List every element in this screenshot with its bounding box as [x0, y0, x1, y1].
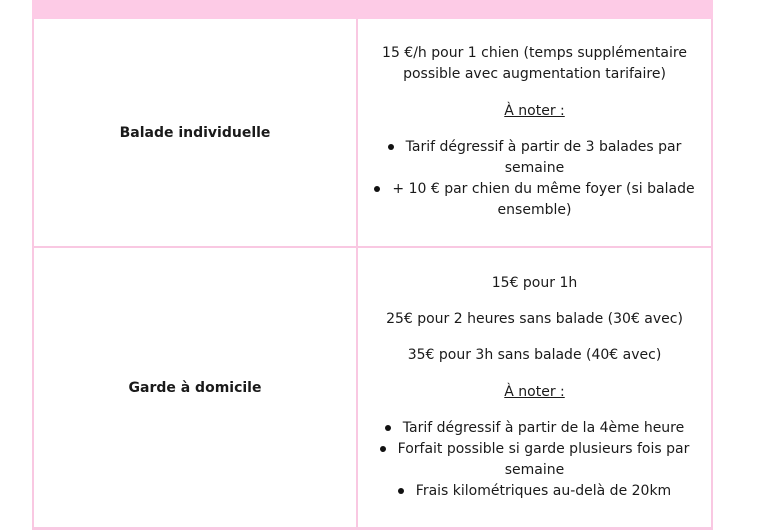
price-line: 35€ pour 3h sans balade (40€ avec): [407, 347, 662, 363]
details-cell: [358, 248, 711, 527]
table-row-balade: [32, 19, 713, 248]
service-cell: [34, 248, 356, 527]
note-list: [358, 137, 711, 221]
list-item: + 10 € par chien du même foyer (si balade: [358, 179, 711, 200]
list-item-cont: semaine: [504, 462, 565, 478]
table-row-garde: [32, 248, 713, 530]
list-item: Frais kilométriques au-delà de 20km: [358, 481, 711, 502]
service-cell: [34, 19, 356, 246]
list-item-cont: semaine: [504, 160, 565, 176]
bullet-icon: [385, 425, 391, 431]
list-item-cont: ensemble): [497, 202, 572, 218]
note-list: [358, 418, 711, 502]
details-cell: [358, 19, 711, 246]
price-line: possible avec augmentation tarifaire): [403, 66, 666, 82]
bullet-icon: [398, 488, 404, 494]
service-name: Balade individuelle: [119, 124, 271, 141]
list-item: Forfait possible si garde plusieurs fois par: [358, 439, 711, 460]
price-line: 25€ pour 2 heures sans balade (30€ avec): [386, 311, 683, 327]
bullet-icon: [380, 446, 386, 452]
service-name: Garde à domicile: [128, 379, 262, 396]
table-header-band: [32, 0, 713, 19]
price-line: 15€ pour 1h: [491, 275, 578, 291]
bullet-icon: [388, 144, 394, 150]
list-item: Tarif dégressif à partir de 3 balades par: [358, 137, 711, 158]
note-label: À noter :: [504, 384, 565, 400]
note-label: À noter :: [504, 103, 565, 119]
bullet-icon: [374, 186, 380, 192]
price-text: [358, 43, 711, 85]
list-item: Tarif dégressif à partir de la 4ème heure: [358, 418, 711, 439]
price-line: 15 €/h pour 1 chien (temps supplémentaire: [382, 45, 687, 61]
